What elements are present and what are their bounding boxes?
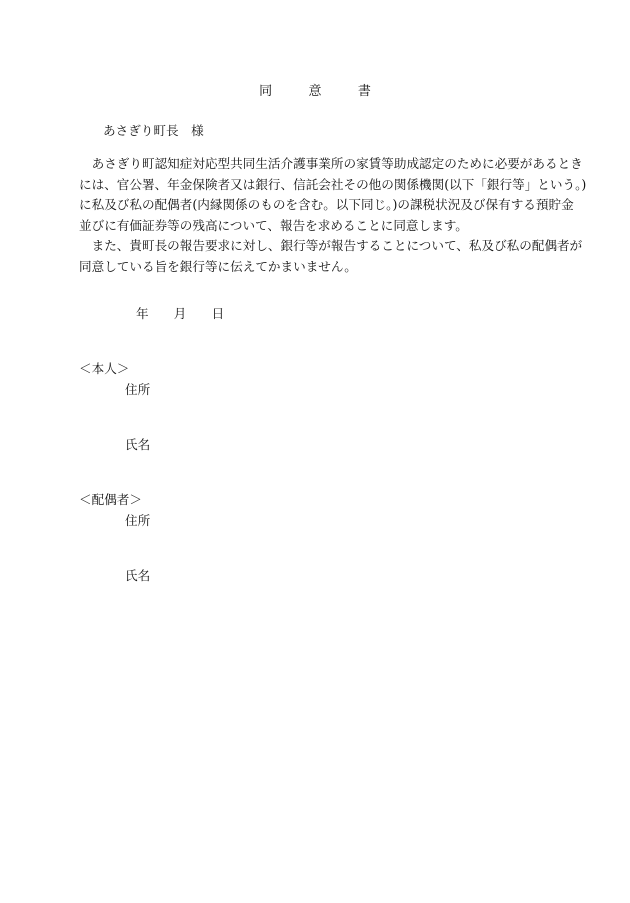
consent-paragraph-2	[79, 236, 583, 277]
consent-body	[79, 154, 587, 278]
paragraph-1-line: には、官公署、年金保険者又は銀行、信託会社その他の関係機関(以下「銀行等」という。)	[79, 176, 587, 192]
document-title: 同 意 書	[259, 84, 383, 99]
applicant-name-label: 氏名	[125, 437, 151, 452]
applicant-address-label: 住所	[125, 382, 151, 397]
date-line: 年 月 日	[136, 306, 225, 321]
paragraph-2-line: 同意している旨を銀行等に伝えてかまいません。	[79, 258, 357, 274]
spouse-name-label: 氏名	[125, 568, 151, 583]
spouse-address-label: 住所	[125, 513, 151, 528]
paragraph-1-line: に私及び私の配偶者(内縁関係のものを含む。以下同じ。)の課税状況及び保有する預貯金	[79, 197, 574, 213]
paragraph-1-line: 並びに有価証券等の残高について、報告を求めることに同意します。	[79, 217, 468, 233]
applicant-heading: ＜本人＞	[79, 361, 130, 376]
paragraph-1-line: あさぎり町認知症対応型共同生活介護事業所の家賃等助成認定のために必要があるとき	[91, 156, 583, 171]
consent-paragraph-1	[79, 154, 587, 236]
addressee: あさぎり町長 様	[103, 123, 204, 138]
paragraph-2-line: また、貴町長の報告要求に対し、銀行等が報告することについて、私及び私の配偶者が	[91, 238, 583, 254]
spouse-heading: ＜配偶者＞	[79, 492, 142, 507]
